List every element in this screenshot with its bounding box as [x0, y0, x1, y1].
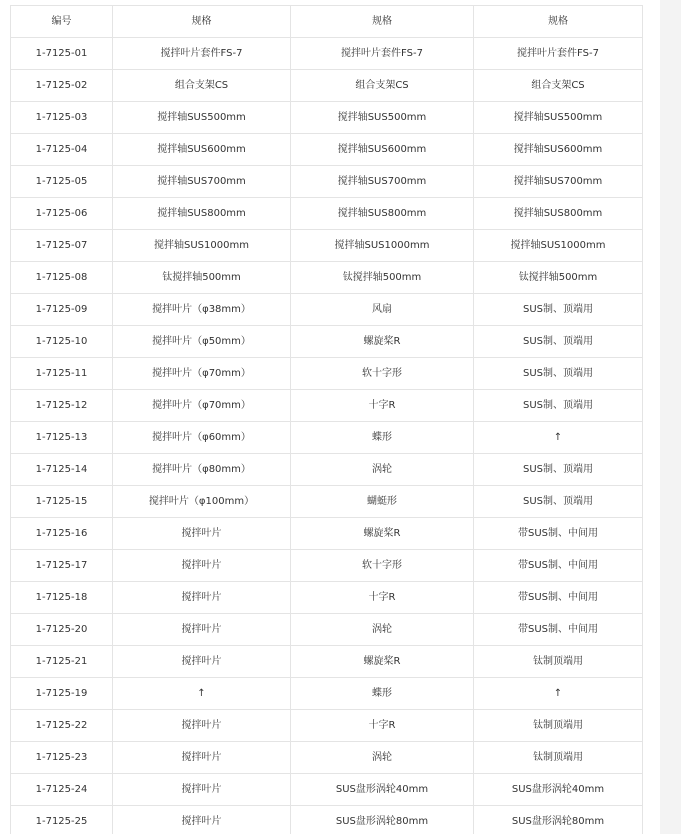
cell-spec-2: 组合支架CS	[291, 70, 474, 102]
table-row	[11, 518, 643, 550]
table-row	[11, 774, 643, 806]
table-row	[11, 614, 643, 646]
cell-spec-3: 钛搅拌轴500mm	[474, 262, 643, 294]
cell-spec-1: 搅拌轴SUS800mm	[113, 198, 291, 230]
table-row	[11, 262, 643, 294]
header-spec-3: 规格	[474, 6, 643, 38]
cell-spec-2: 搅拌轴SUS500mm	[291, 102, 474, 134]
cell-spec-2: 搅拌轴SUS800mm	[291, 198, 474, 230]
spec-table-body	[11, 38, 643, 834]
cell-spec-3: 钛制顶端用	[474, 710, 643, 742]
cell-spec-3: 搅拌轴SUS500mm	[474, 102, 643, 134]
cell-spec-3: SUS制、顶端用	[474, 358, 643, 390]
cell-code: 1-7125-06	[11, 198, 113, 230]
cell-code: 1-7125-25	[11, 806, 113, 834]
cell-spec-3: SUS制、顶端用	[474, 454, 643, 486]
cell-spec-1: 组合支架CS	[113, 70, 291, 102]
cell-spec-1: 搅拌叶片套件FS-7	[113, 38, 291, 70]
cell-spec-1: 搅拌叶片（φ80mm）	[113, 454, 291, 486]
cell-spec-1: 搅拌叶片	[113, 582, 291, 614]
cell-spec-2: 涡轮	[291, 614, 474, 646]
cell-code: 1-7125-10	[11, 326, 113, 358]
table-row	[11, 326, 643, 358]
table-row	[11, 358, 643, 390]
cell-spec-2: 蝶形	[291, 678, 474, 710]
cell-spec-3: 带SUS制、中间用	[474, 550, 643, 582]
cell-code: 1-7125-20	[11, 614, 113, 646]
cell-code: 1-7125-02	[11, 70, 113, 102]
header-code: 编号	[11, 6, 113, 38]
table-row	[11, 742, 643, 774]
cell-spec-1: 搅拌叶片	[113, 710, 291, 742]
cell-code: 1-7125-15	[11, 486, 113, 518]
cell-code: 1-7125-03	[11, 102, 113, 134]
cell-spec-2: 搅拌轴SUS700mm	[291, 166, 474, 198]
cell-spec-1: 搅拌叶片	[113, 806, 291, 834]
cell-spec-3: 搅拌叶片套件FS-7	[474, 38, 643, 70]
cell-spec-1: 搅拌叶片	[113, 742, 291, 774]
cell-spec-1: 搅拌叶片	[113, 550, 291, 582]
cell-spec-1: 搅拌叶片	[113, 646, 291, 678]
cell-spec-1: 搅拌叶片（φ100mm）	[113, 486, 291, 518]
cell-spec-2: 蝴蜓形	[291, 486, 474, 518]
cell-code: 1-7125-04	[11, 134, 113, 166]
table-row	[11, 70, 643, 102]
cell-code: 1-7125-09	[11, 294, 113, 326]
cell-spec-3: SUS制、顶端用	[474, 486, 643, 518]
cell-spec-1: 钛搅拌轴500mm	[113, 262, 291, 294]
cell-code: 1-7125-05	[11, 166, 113, 198]
cell-code: 1-7125-18	[11, 582, 113, 614]
page-margin	[660, 0, 681, 834]
cell-spec-2: 搅拌轴SUS600mm	[291, 134, 474, 166]
cell-code: 1-7125-13	[11, 422, 113, 454]
table-row	[11, 166, 643, 198]
cell-spec-2: 搅拌轴SUS1000mm	[291, 230, 474, 262]
cell-spec-2: 螺旋桨R	[291, 518, 474, 550]
cell-code: 1-7125-17	[11, 550, 113, 582]
table-row	[11, 390, 643, 422]
cell-spec-3: ↑	[474, 678, 643, 710]
cell-spec-2: 软十字形	[291, 550, 474, 582]
cell-spec-3: SUS盘形涡轮40mm	[474, 774, 643, 806]
cell-spec-3: 搅拌轴SUS800mm	[474, 198, 643, 230]
cell-spec-1: 搅拌叶片	[113, 614, 291, 646]
table-row	[11, 710, 643, 742]
cell-spec-2: 软十字形	[291, 358, 474, 390]
header-row	[11, 6, 643, 38]
cell-spec-2: 十字R	[291, 390, 474, 422]
cell-spec-1: ↑	[113, 678, 291, 710]
cell-spec-3: 搅拌轴SUS700mm	[474, 166, 643, 198]
cell-code: 1-7125-24	[11, 774, 113, 806]
cell-code: 1-7125-16	[11, 518, 113, 550]
cell-spec-2: 涡轮	[291, 454, 474, 486]
cell-spec-2: 螺旋桨R	[291, 326, 474, 358]
cell-spec-3: 搅拌轴SUS1000mm	[474, 230, 643, 262]
cell-spec-3: SUS制、顶端用	[474, 326, 643, 358]
cell-spec-3: SUS盘形涡轮80mm	[474, 806, 643, 834]
cell-spec-3: 带SUS制、中间用	[474, 614, 643, 646]
table-row	[11, 134, 643, 166]
cell-spec-2: 搅拌叶片套件FS-7	[291, 38, 474, 70]
cell-spec-3: 钛制顶端用	[474, 742, 643, 774]
cell-code: 1-7125-21	[11, 646, 113, 678]
cell-code: 1-7125-11	[11, 358, 113, 390]
cell-spec-1: 搅拌叶片（φ38mm）	[113, 294, 291, 326]
table-row	[11, 806, 643, 834]
cell-spec-1: 搅拌轴SUS1000mm	[113, 230, 291, 262]
cell-spec-2: 螺旋桨R	[291, 646, 474, 678]
cell-code: 1-7125-08	[11, 262, 113, 294]
table-row	[11, 102, 643, 134]
header-spec-1: 规格	[113, 6, 291, 38]
cell-spec-1: 搅拌叶片（φ70mm）	[113, 390, 291, 422]
spec-table	[10, 5, 643, 834]
cell-code: 1-7125-01	[11, 38, 113, 70]
cell-spec-3: 搅拌轴SUS600mm	[474, 134, 643, 166]
cell-spec-1: 搅拌叶片（φ60mm）	[113, 422, 291, 454]
spec-table-head	[11, 6, 643, 38]
cell-code: 1-7125-19	[11, 678, 113, 710]
cell-spec-3: SUS制、顶端用	[474, 390, 643, 422]
cell-spec-1: 搅拌叶片	[113, 774, 291, 806]
cell-spec-3: 钛制顶端用	[474, 646, 643, 678]
table-row	[11, 550, 643, 582]
cell-spec-3: 组合支架CS	[474, 70, 643, 102]
table-row	[11, 646, 643, 678]
cell-spec-1: 搅拌叶片（φ70mm）	[113, 358, 291, 390]
cell-spec-1: 搅拌叶片（φ50mm）	[113, 326, 291, 358]
cell-code: 1-7125-14	[11, 454, 113, 486]
cell-spec-1: 搅拌轴SUS600mm	[113, 134, 291, 166]
table-row	[11, 198, 643, 230]
cell-spec-3: 带SUS制、中间用	[474, 518, 643, 550]
table-row	[11, 454, 643, 486]
cell-code: 1-7125-22	[11, 710, 113, 742]
cell-code: 1-7125-23	[11, 742, 113, 774]
header-spec-2: 规格	[291, 6, 474, 38]
cell-spec-2: 风扇	[291, 294, 474, 326]
table-row	[11, 38, 643, 70]
cell-spec-2: SUS盘形涡轮40mm	[291, 774, 474, 806]
cell-spec-3: SUS制、顶端用	[474, 294, 643, 326]
cell-code: 1-7125-12	[11, 390, 113, 422]
table-row	[11, 294, 643, 326]
table-row	[11, 486, 643, 518]
cell-spec-3: 带SUS制、中间用	[474, 582, 643, 614]
cell-spec-3: ↑	[474, 422, 643, 454]
table-row	[11, 582, 643, 614]
table-row	[11, 422, 643, 454]
cell-spec-2: 涡轮	[291, 742, 474, 774]
cell-code: 1-7125-07	[11, 230, 113, 262]
cell-spec-2: 钛搅拌轴500mm	[291, 262, 474, 294]
cell-spec-2: 十字R	[291, 582, 474, 614]
cell-spec-1: 搅拌轴SUS700mm	[113, 166, 291, 198]
cell-spec-1: 搅拌轴SUS500mm	[113, 102, 291, 134]
cell-spec-2: SUS盘形涡轮80mm	[291, 806, 474, 834]
table-row	[11, 678, 643, 710]
cell-spec-1: 搅拌叶片	[113, 518, 291, 550]
cell-spec-2: 十字R	[291, 710, 474, 742]
table-row	[11, 230, 643, 262]
cell-spec-2: 蝶形	[291, 422, 474, 454]
